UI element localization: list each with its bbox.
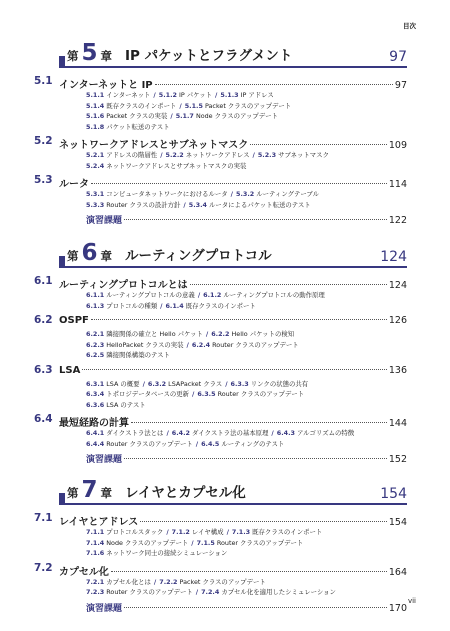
subsection-number: 5.1.1 bbox=[86, 91, 105, 99]
subsection-title[interactable]: ルーティングプロトコルの意義 bbox=[106, 291, 195, 299]
chapter-page: 154 bbox=[380, 486, 407, 502]
separator-slash: / bbox=[183, 200, 186, 209]
separator-slash: / bbox=[170, 112, 173, 120]
separator-slash: / bbox=[166, 528, 169, 536]
subsection-line bbox=[59, 350, 407, 361]
subsection-line bbox=[59, 290, 407, 301]
subsection-number: 7.2.3 bbox=[86, 588, 105, 596]
subsection-number: 7.1.1 bbox=[86, 528, 105, 536]
chapter-rule bbox=[59, 266, 407, 268]
subsection-title[interactable]: Router クラスの設計方針 bbox=[106, 200, 181, 209]
subsection-number: 6.2.1 bbox=[86, 330, 105, 338]
subsection-title[interactable]: リンクの状態の共有 bbox=[250, 379, 309, 388]
subsection-number: 5.1.8 bbox=[86, 122, 105, 131]
exercise-title: 演習課題 bbox=[86, 216, 123, 226]
subsection-title[interactable]: 既存クラスのインポート bbox=[106, 101, 177, 110]
exercise-entry[interactable] bbox=[59, 452, 407, 467]
exercise-page: 152 bbox=[388, 454, 407, 465]
separator-slash: / bbox=[186, 340, 189, 349]
exercise-entry[interactable] bbox=[59, 601, 407, 616]
subsection-title[interactable]: 隣接関係の確立と Hello パケット bbox=[106, 330, 203, 338]
subsection-line bbox=[59, 379, 407, 390]
subsection-title[interactable]: ネットワーク同士の接続シミュレーション bbox=[106, 549, 228, 557]
chapter-label bbox=[67, 479, 246, 502]
section-title: ルータ bbox=[59, 179, 89, 190]
subsection-title[interactable]: プロトコルスタック bbox=[106, 528, 164, 536]
subsection-title[interactable]: Packet クラスの実装 bbox=[106, 112, 168, 120]
separator-slash: / bbox=[195, 439, 199, 448]
leader-dots bbox=[124, 458, 387, 459]
subsection-line bbox=[59, 122, 407, 133]
separator-slash: / bbox=[195, 588, 199, 596]
separator-slash: / bbox=[225, 379, 228, 388]
leader-dots bbox=[124, 607, 387, 608]
section-page: 144 bbox=[388, 418, 407, 429]
chapter-suffix: 章 bbox=[100, 249, 113, 263]
leader-dots bbox=[131, 422, 387, 423]
section-entry[interactable] bbox=[34, 74, 407, 91]
section-number: 6.2 bbox=[34, 314, 53, 326]
chapter-heading[interactable] bbox=[59, 240, 407, 272]
chapter-rule bbox=[59, 503, 407, 505]
leader-dots bbox=[250, 144, 387, 145]
subsection-number: 5.1.2 bbox=[158, 91, 177, 99]
subsection-line bbox=[59, 587, 407, 598]
chapter-label bbox=[67, 242, 272, 265]
separator-slash: / bbox=[252, 151, 255, 159]
subsection-line bbox=[59, 527, 407, 538]
chapter-tab-marker bbox=[59, 493, 65, 505]
subsection-line bbox=[59, 90, 407, 101]
subsection-line bbox=[59, 301, 407, 312]
running-header: 目次 bbox=[403, 22, 416, 30]
chapter-prefix: 第 bbox=[67, 486, 79, 500]
subsection-line bbox=[59, 161, 407, 172]
subsection-line bbox=[59, 548, 407, 559]
subsection-title[interactable]: Router クラスのアップデート bbox=[216, 538, 304, 547]
subsection-title[interactable]: アルゴリズムの特徴 bbox=[297, 429, 355, 437]
subsection-number: 5.3.1 bbox=[86, 190, 105, 198]
subsection-number: 7.1.5 bbox=[196, 538, 215, 547]
subsection-title[interactable]: LSA のテスト bbox=[106, 400, 146, 409]
subsection-title[interactable]: IP アドレス bbox=[240, 91, 274, 99]
section-page: 114 bbox=[388, 179, 407, 190]
exercise-title: 演習課題 bbox=[86, 603, 123, 614]
section-page: 124 bbox=[388, 280, 407, 291]
page-number: vii bbox=[407, 597, 416, 605]
subsection-title[interactable]: ルーティングプロトコルの動作原理 bbox=[223, 291, 325, 299]
separator-slash: / bbox=[160, 151, 163, 159]
exercise-page: 122 bbox=[388, 215, 407, 226]
section-entry[interactable] bbox=[34, 313, 407, 329]
subsection-line bbox=[59, 189, 407, 200]
subsection-line bbox=[59, 389, 407, 400]
chapter-page: 124 bbox=[380, 249, 407, 265]
subsection-line bbox=[59, 538, 407, 549]
section-number: 7.1 bbox=[34, 512, 53, 524]
chapter-title: ルーティングプロトコル bbox=[125, 248, 272, 264]
subsection-number: 5.2.4 bbox=[86, 161, 105, 170]
section-page: 154 bbox=[388, 517, 407, 528]
section-title: レイヤとアドレス bbox=[59, 517, 139, 528]
subsection-number: 6.3.1 bbox=[86, 379, 105, 388]
section-number: 6.1 bbox=[34, 275, 53, 287]
subsection-title[interactable]: プロトコルの種類 bbox=[106, 301, 158, 310]
separator-slash: / bbox=[153, 577, 157, 586]
subsection-title[interactable]: Packet クラスのアップデート bbox=[179, 577, 266, 586]
subsection-title[interactable]: コンピュータネットワークにおけるルータ bbox=[106, 190, 228, 198]
subsection-title[interactable]: ネットワークアドレスとサブネットマスクの実装 bbox=[106, 161, 247, 170]
section-entry[interactable] bbox=[34, 561, 407, 578]
subsection-title[interactable]: サブネットマスク bbox=[278, 151, 329, 159]
subsection-number: 6.3.2 bbox=[147, 379, 167, 388]
exercise-page: 170 bbox=[388, 602, 407, 614]
chapter-title: レイヤとカプセル化 bbox=[125, 485, 246, 501]
subsection-number: 7.1.4 bbox=[86, 538, 105, 547]
subsection-title[interactable]: パケット転送のテスト bbox=[106, 122, 170, 131]
subsection-line bbox=[59, 400, 407, 411]
subsection-title[interactable]: ダイクストラ法とは bbox=[106, 429, 164, 437]
chapter-heading[interactable] bbox=[59, 40, 407, 72]
subsection-number: 6.1.1 bbox=[86, 291, 105, 299]
separator-slash: / bbox=[226, 528, 229, 536]
chapter-heading[interactable] bbox=[59, 477, 407, 509]
section-number: 5.2 bbox=[34, 135, 53, 147]
chapter-title: IP パケットとフラグメント bbox=[125, 48, 293, 64]
chapter-suffix: 章 bbox=[100, 486, 113, 500]
chapter-suffix: 章 bbox=[100, 49, 113, 63]
section-page: 164 bbox=[388, 566, 407, 578]
separator-slash: / bbox=[142, 379, 145, 388]
section-entry[interactable] bbox=[34, 274, 407, 291]
subsection-number: 5.3.2 bbox=[236, 190, 255, 198]
separator-slash: / bbox=[192, 390, 195, 398]
subsection-number: 5.1.7 bbox=[175, 112, 194, 120]
subsection-line bbox=[59, 340, 407, 351]
separator-slash: / bbox=[205, 330, 209, 338]
subsection-title[interactable]: ネットワークアドレス bbox=[185, 151, 250, 159]
subsection-number: 5.2.3 bbox=[257, 151, 277, 159]
section-page: 97 bbox=[394, 80, 407, 91]
subsection-line bbox=[59, 329, 407, 340]
subsection-number: 6.3.3 bbox=[230, 379, 249, 388]
section-entry[interactable] bbox=[34, 134, 407, 151]
section-entry[interactable] bbox=[34, 412, 407, 429]
subsection-line bbox=[59, 101, 407, 112]
section-number: 5.3 bbox=[34, 174, 53, 186]
subsection-number: 6.2.2 bbox=[211, 330, 230, 338]
subsection-title[interactable]: アドレスの階層性 bbox=[106, 151, 158, 159]
subsection-title[interactable]: トポロジデータベースの更新 bbox=[106, 390, 190, 398]
subsection-title[interactable]: 既存クラスのインポート bbox=[252, 528, 323, 536]
section-title: ネットワークアドレスとサブネットマスク bbox=[59, 140, 249, 151]
subsection-number: 5.1.4 bbox=[86, 101, 105, 110]
chapter-prefix: 第 bbox=[67, 49, 79, 63]
subsection-title[interactable]: カプセル化とは bbox=[106, 577, 151, 586]
subsection-number: 6.1.4 bbox=[165, 301, 184, 310]
chapter-number: 7 bbox=[81, 477, 98, 503]
leader-dots bbox=[155, 84, 393, 85]
subsection-title[interactable]: ルーティングテーブル bbox=[256, 190, 319, 198]
subsection-number: 6.4.2 bbox=[171, 429, 190, 437]
chapter-number: 6 bbox=[81, 240, 98, 266]
table-of-contents bbox=[34, 40, 407, 616]
subsection-title[interactable]: Node クラスのアップデート bbox=[106, 538, 189, 547]
chapter-page: 97 bbox=[389, 49, 407, 65]
separator-slash: / bbox=[191, 538, 194, 547]
subsection-number: 7.1.6 bbox=[86, 549, 105, 557]
subsection-line bbox=[59, 439, 407, 450]
subsection-number: 6.2.5 bbox=[86, 351, 105, 359]
separator-slash: / bbox=[271, 429, 274, 437]
section-number: 6.4 bbox=[34, 413, 53, 425]
subsection-number: 6.3.5 bbox=[197, 390, 216, 398]
chapter-number: 5 bbox=[81, 40, 98, 66]
section-title: LSA bbox=[59, 364, 81, 376]
section-title: ルーティングプロトコルとは bbox=[59, 280, 188, 291]
subsection-number: 6.1.3 bbox=[86, 301, 105, 310]
subsection-number: 5.1.3 bbox=[220, 91, 239, 99]
section-title: インターネットと IP bbox=[59, 80, 153, 91]
subsection-line bbox=[59, 111, 407, 122]
section-title: 最短経路の計算 bbox=[59, 418, 129, 429]
leader-dots bbox=[190, 284, 387, 285]
subsection-number: 5.3.4 bbox=[188, 200, 207, 209]
subsection-number: 5.2.2 bbox=[165, 151, 184, 159]
section-entry[interactable] bbox=[34, 173, 407, 190]
section-page: 136 bbox=[388, 364, 407, 376]
subsection-title[interactable]: カプセル化を適用したシミュレーション bbox=[221, 588, 336, 596]
subsection-title[interactable]: Hello パケットの検知 bbox=[231, 330, 295, 338]
leader-dots bbox=[124, 219, 387, 220]
subsection-line bbox=[59, 577, 407, 588]
subsection-title[interactable]: Node クラスのアップデート bbox=[195, 112, 278, 120]
subsection-title[interactable]: Router クラスのアップデート bbox=[106, 588, 193, 596]
subsection-number: 7.1.3 bbox=[231, 528, 251, 536]
subsection-number: 6.2.4 bbox=[191, 340, 211, 349]
subsection-title[interactable]: Router クラスのアップデート bbox=[106, 439, 193, 448]
subsection-title[interactable]: Router クラスのアップデート bbox=[212, 340, 299, 349]
subsection-title[interactable]: IP パケット bbox=[179, 91, 213, 99]
chapter-tab-marker bbox=[59, 256, 65, 268]
subsection-number: 6.3.6 bbox=[86, 400, 105, 409]
subsection-number: 6.2.3 bbox=[86, 340, 105, 349]
subsection-number: 6.4.5 bbox=[201, 439, 220, 448]
chapter-tab-marker bbox=[59, 56, 65, 68]
subsection-title[interactable]: レイヤ構成 bbox=[191, 528, 224, 536]
exercise-title: 演習課題 bbox=[86, 455, 123, 465]
subsection-number: 5.1.5 bbox=[184, 101, 203, 110]
subsection-number: 5.1.6 bbox=[86, 112, 105, 120]
subsection-line bbox=[59, 200, 407, 211]
subsection-number: 7.2.4 bbox=[201, 588, 220, 596]
subsection-title[interactable]: HelloPacket クラスの実装 bbox=[106, 340, 184, 349]
separator-slash: / bbox=[153, 91, 156, 99]
subsection-number: 6.3.4 bbox=[86, 390, 105, 398]
chapter-label bbox=[67, 42, 292, 65]
section-title: カプセル化 bbox=[59, 566, 109, 578]
subsection-number: 5.2.1 bbox=[86, 151, 105, 159]
subsection-number: 5.3.3 bbox=[86, 200, 105, 209]
separator-slash: / bbox=[215, 91, 218, 99]
separator-slash: / bbox=[230, 190, 234, 198]
section-entry[interactable] bbox=[34, 363, 407, 379]
leader-dots bbox=[111, 571, 387, 572]
subsection-number: 6.4.4 bbox=[86, 439, 105, 448]
section-title: OSPF bbox=[59, 315, 89, 326]
leader-dots bbox=[140, 521, 387, 522]
subsection-number: 7.2.1 bbox=[86, 577, 105, 586]
separator-slash: / bbox=[166, 429, 169, 437]
subsection-number: 6.4.3 bbox=[276, 429, 295, 437]
separator-slash: / bbox=[179, 101, 182, 110]
section-number: 6.3 bbox=[34, 363, 53, 376]
section-page: 109 bbox=[388, 140, 407, 151]
leader-dots bbox=[82, 369, 387, 370]
separator-slash: / bbox=[197, 291, 201, 299]
subsection-title[interactable]: ルータによるパケット転送のテスト bbox=[209, 200, 311, 209]
subsection-title[interactable]: ダイクストラ法の基本原理 bbox=[192, 429, 269, 437]
leader-dots bbox=[91, 183, 387, 184]
subsection-title[interactable]: LSA の概要 bbox=[106, 379, 140, 388]
subsection-title[interactable]: LSAPacket クラス bbox=[168, 379, 223, 388]
section-page: 126 bbox=[388, 315, 407, 326]
subsection-title[interactable]: インターネット bbox=[106, 91, 151, 99]
subsection-number: 6.4.1 bbox=[86, 429, 105, 437]
subsection-title[interactable]: ルーティングのテスト bbox=[221, 439, 285, 448]
section-number: 5.1 bbox=[34, 75, 53, 87]
exercise-entry[interactable] bbox=[59, 213, 407, 228]
section-entry[interactable] bbox=[34, 511, 407, 528]
leader-dots bbox=[91, 319, 387, 320]
subsection-title[interactable]: Router クラスのアップデート bbox=[217, 390, 305, 398]
subsection-number: 7.2.2 bbox=[159, 577, 178, 586]
subsection-number: 7.1.2 bbox=[171, 528, 190, 536]
separator-slash: / bbox=[160, 301, 163, 310]
subsection-number: 6.1.2 bbox=[203, 291, 222, 299]
subsection-line bbox=[59, 428, 407, 439]
section-number: 7.2 bbox=[34, 561, 53, 574]
subsection-title[interactable]: Packet クラスのアップデート bbox=[204, 101, 292, 110]
chapter-rule bbox=[59, 66, 407, 68]
subsection-line bbox=[59, 150, 407, 161]
subsection-title[interactable]: 既存クラスのインポート bbox=[185, 301, 256, 310]
chapter-prefix: 第 bbox=[67, 249, 79, 263]
subsection-title[interactable]: 隣接関係構築のテスト bbox=[106, 351, 170, 359]
